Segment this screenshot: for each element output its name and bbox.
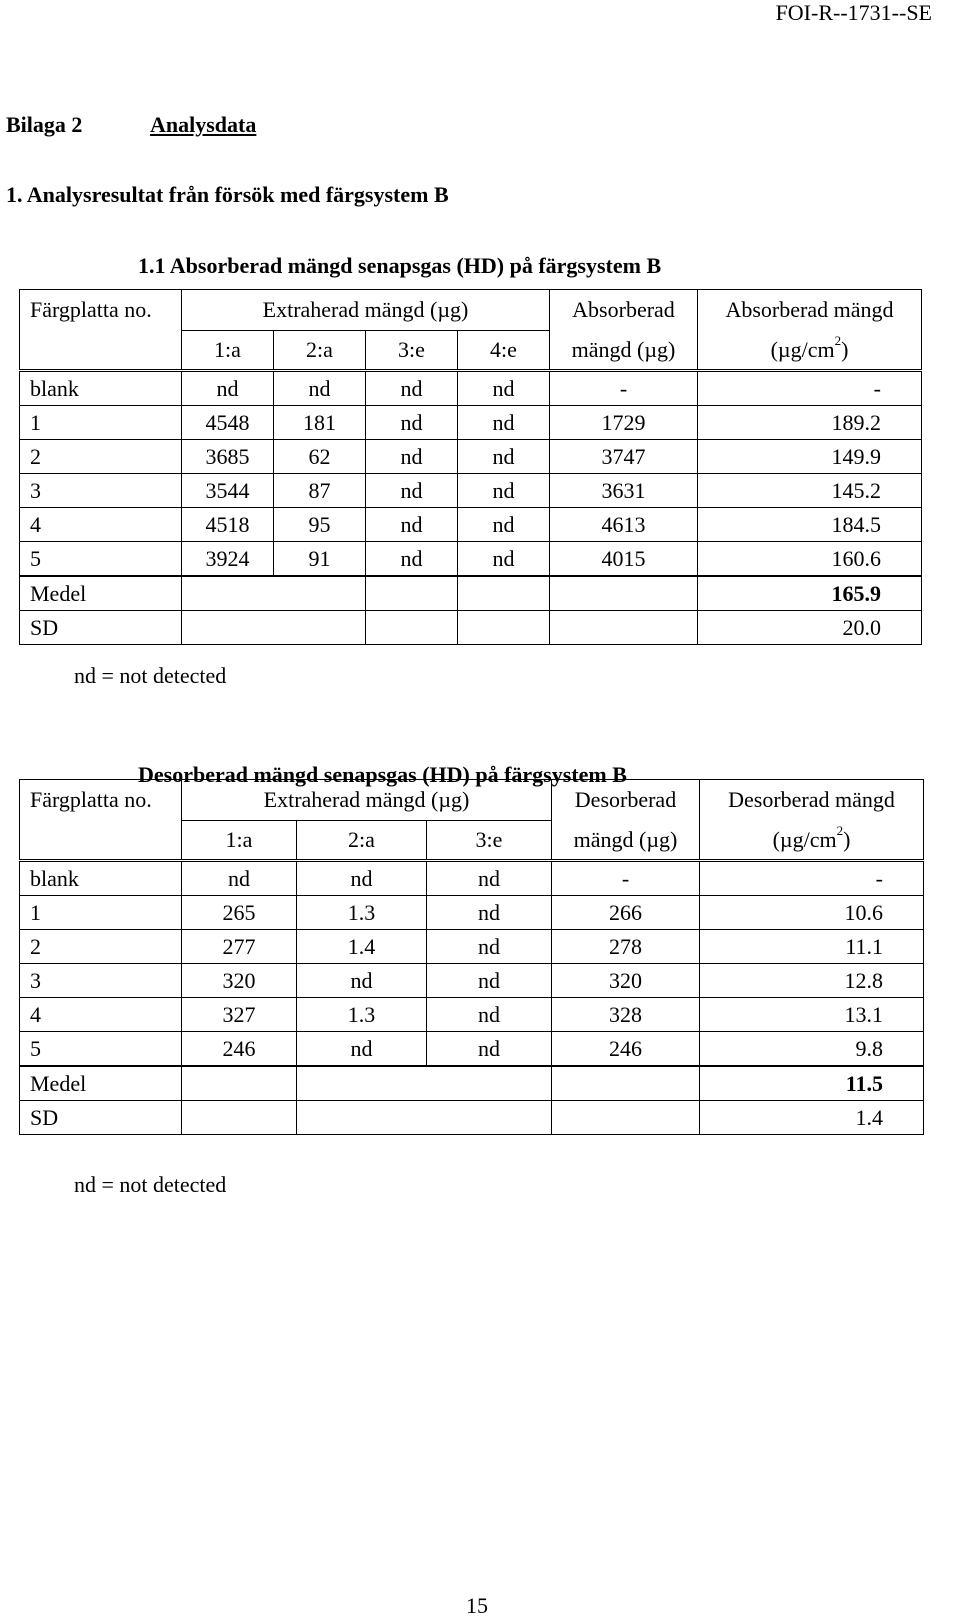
col-extracted-header: Extraherad mängd (µg) <box>182 780 552 821</box>
value-cell: 1.3 <box>297 896 427 930</box>
col-area-header-line2: $(\mu g/cm^2)$ <box>700 821 924 861</box>
table-row <box>20 964 924 998</box>
value-cell: nd <box>366 508 458 542</box>
value-cell: 3924 <box>182 542 274 577</box>
value-cell: 13.1 <box>700 998 924 1032</box>
col-area-header-line1: Absorberad mängd <box>698 290 922 331</box>
table2-body <box>20 780 924 1135</box>
table1-caption: 1.1 Absorberad mängd senapsgas (HD) på färgsystem B <box>138 253 662 278</box>
value-cell: - <box>552 861 700 896</box>
plate-cell: 2 <box>20 440 182 474</box>
value-cell: nd <box>427 861 552 896</box>
empty-cell <box>182 1101 297 1135</box>
table-row <box>20 474 922 508</box>
plate-cell: 1 <box>20 406 182 440</box>
value-cell: nd <box>458 542 550 577</box>
value-cell: 3544 <box>182 474 274 508</box>
table-row <box>20 896 924 930</box>
value-cell: 278 <box>552 930 700 964</box>
value-cell: 266 <box>552 896 700 930</box>
value-cell: nd <box>427 964 552 998</box>
table2-footnote: nd = not detected <box>74 1172 227 1197</box>
empty-cell <box>182 576 366 611</box>
value-cell: 184.5 <box>698 508 922 542</box>
plate-cell: 4 <box>20 508 182 542</box>
sd-value: 20.0 <box>698 611 922 645</box>
plate-cell: 5 <box>20 542 182 577</box>
value-cell: nd <box>366 406 458 440</box>
mean-label: Medel <box>20 576 182 611</box>
table1-footnote: nd = not detected <box>74 663 227 688</box>
value-cell: 149.9 <box>698 440 922 474</box>
value-cell: nd <box>458 440 550 474</box>
value-cell: - <box>698 371 922 406</box>
page-number: 15 <box>466 1593 488 1618</box>
desorbed-amount-table <box>19 779 924 1135</box>
value-cell: 1.3 <box>297 998 427 1032</box>
value-cell: nd <box>427 930 552 964</box>
col-amount-header-line1: Desorberad <box>552 780 700 821</box>
col-plate-header: Färgplatta no. <box>20 290 182 371</box>
plate-cell: 1 <box>20 896 182 930</box>
sd-label: SD <box>20 611 182 645</box>
value-cell: nd <box>427 896 552 930</box>
col-amount-header-line2: mängd (µg) <box>552 821 700 861</box>
plate-cell: 2 <box>20 930 182 964</box>
value-cell: nd <box>182 371 274 406</box>
section-heading: 1. Analysresultat från försök med färgsystem B <box>6 182 449 207</box>
value-cell: nd <box>366 542 458 577</box>
empty-cell <box>550 576 698 611</box>
plate-cell: 3 <box>20 474 182 508</box>
value-cell: 328 <box>552 998 700 1032</box>
value-cell: 4518 <box>182 508 274 542</box>
document-id: FOI-R--1731--SE <box>775 0 932 25</box>
value-cell: 246 <box>552 1032 700 1067</box>
value-cell: nd <box>274 371 366 406</box>
sd-row <box>20 611 922 645</box>
table-row <box>20 406 922 440</box>
value-cell: 3747 <box>550 440 698 474</box>
sd-value: 1.4 <box>700 1101 924 1135</box>
appendix-title: Analysdata <box>150 112 257 137</box>
empty-cell <box>182 1066 297 1101</box>
table-row <box>20 440 922 474</box>
empty-cell <box>366 611 458 645</box>
value-cell: 145.2 <box>698 474 922 508</box>
mean-row <box>20 576 922 611</box>
value-cell: 4613 <box>550 508 698 542</box>
value-cell: nd <box>366 371 458 406</box>
empty-cell <box>552 1101 700 1135</box>
value-cell: 95 <box>274 508 366 542</box>
plate-cell: blank <box>20 861 182 896</box>
col-plate-header: Färgplatta no. <box>20 780 182 861</box>
value-cell: nd <box>297 1032 427 1067</box>
value-cell: nd <box>427 1032 552 1067</box>
value-cell: 3631 <box>550 474 698 508</box>
empty-cell <box>182 611 366 645</box>
appendix-label: Bilaga 2 <box>6 112 83 137</box>
col-amount-header-line1: Absorberad <box>550 290 698 331</box>
value-cell: 246 <box>182 1032 297 1067</box>
empty-cell <box>297 1066 552 1101</box>
value-cell: 320 <box>182 964 297 998</box>
col-amount-header-line2: mängd (µg) <box>550 331 698 371</box>
sub-header: 1:a <box>182 331 274 371</box>
mean-value: 11.5 <box>700 1066 924 1101</box>
value-cell: 160.6 <box>698 542 922 577</box>
sub-header: 2:a <box>274 331 366 371</box>
value-cell: - <box>700 861 924 896</box>
value-cell: nd <box>427 998 552 1032</box>
table-row <box>20 371 922 406</box>
mean-value: 165.9 <box>698 576 922 611</box>
empty-cell <box>297 1101 552 1135</box>
table-row <box>20 998 924 1032</box>
value-cell: 12.8 <box>700 964 924 998</box>
value-cell: - <box>550 371 698 406</box>
absorbed-amount-table <box>19 289 922 645</box>
value-cell: nd <box>458 474 550 508</box>
value-cell: nd <box>182 861 297 896</box>
empty-cell <box>552 1066 700 1101</box>
value-cell: nd <box>297 861 427 896</box>
table-row <box>20 542 922 577</box>
mean-label: Medel <box>20 1066 182 1101</box>
value-cell: 320 <box>552 964 700 998</box>
value-cell: 91 <box>274 542 366 577</box>
plate-cell: 3 <box>20 964 182 998</box>
value-cell: nd <box>366 440 458 474</box>
table-row <box>20 1032 924 1067</box>
value-cell: nd <box>297 964 427 998</box>
value-cell: nd <box>458 508 550 542</box>
empty-cell <box>458 611 550 645</box>
value-cell: 1729 <box>550 406 698 440</box>
sub-header: 1:a <box>182 821 297 861</box>
plate-cell: 5 <box>20 1032 182 1067</box>
value-cell: 87 <box>274 474 366 508</box>
table-row <box>20 930 924 964</box>
empty-cell <box>366 576 458 611</box>
plate-cell: blank <box>20 371 182 406</box>
value-cell: 265 <box>182 896 297 930</box>
sd-label: SD <box>20 1101 182 1135</box>
table1-header-row <box>20 290 922 331</box>
sub-header: 3:e <box>427 821 552 861</box>
table2-header-row <box>20 780 924 821</box>
sd-row <box>20 1101 924 1135</box>
value-cell: 181 <box>274 406 366 440</box>
col-area-header-line1: Desorberad mängd <box>700 780 924 821</box>
col-area-header-line2: $(\mu g/cm^2)$ <box>698 331 922 371</box>
value-cell: 9.8 <box>700 1032 924 1067</box>
sub-header: 3:e <box>366 331 458 371</box>
value-cell: 189.2 <box>698 406 922 440</box>
sub-header: 4:e <box>458 331 550 371</box>
value-cell: 3685 <box>182 440 274 474</box>
value-cell: nd <box>366 474 458 508</box>
value-cell: nd <box>458 371 550 406</box>
value-cell: 277 <box>182 930 297 964</box>
empty-cell <box>550 611 698 645</box>
sub-header: 2:a <box>297 821 427 861</box>
mean-row <box>20 1066 924 1101</box>
table-row <box>20 508 922 542</box>
table2-caption: Desorberad mängd senapsgas (HD) på färgsystem B <box>138 762 627 787</box>
value-cell: 1.4 <box>297 930 427 964</box>
empty-cell <box>458 576 550 611</box>
col-extracted-header: Extraherad mängd (µg) <box>182 290 550 331</box>
table1-body <box>20 290 922 645</box>
value-cell: 4015 <box>550 542 698 577</box>
table-row <box>20 861 924 896</box>
value-cell: 11.1 <box>700 930 924 964</box>
value-cell: nd <box>458 406 550 440</box>
value-cell: 327 <box>182 998 297 1032</box>
value-cell: 62 <box>274 440 366 474</box>
value-cell: 10.6 <box>700 896 924 930</box>
value-cell: 4548 <box>182 406 274 440</box>
plate-cell: 4 <box>20 998 182 1032</box>
